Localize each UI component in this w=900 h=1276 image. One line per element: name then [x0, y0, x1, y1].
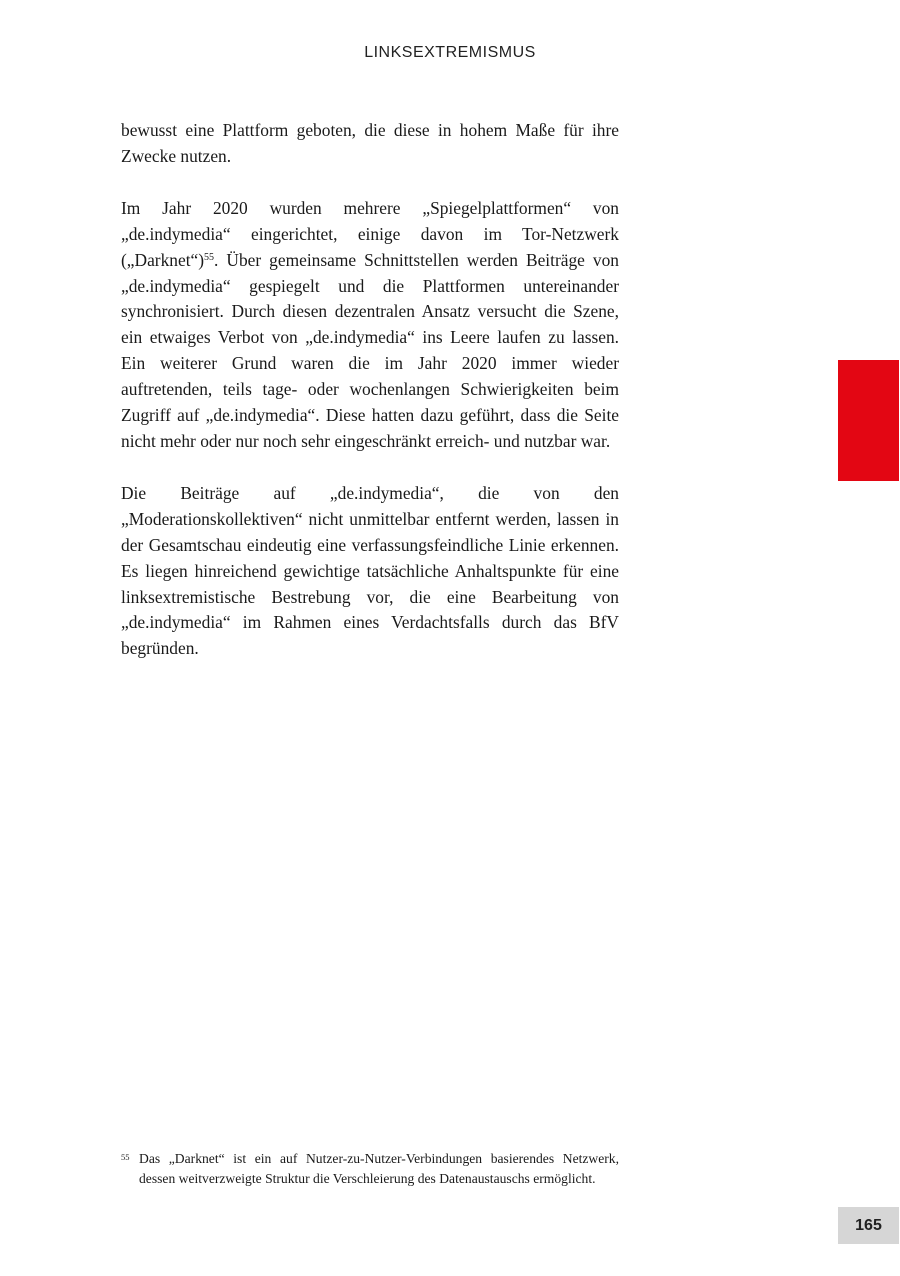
paragraph-3: Die Beiträge auf „de.indymedia“, die von den „Moderationskollektiven“ nicht unmittelbar entfernt werden, lassen in der Gesamtschau eindeutig eine verfassungsfeindliche Linie erkennen. Es liegen hinreichend gewichtige tatsächliche Anhaltspunkte für eine linksextremistische Bestrebung vor, die eine Bearbeitung von „de.indymedia“ im Rahmen eines Verdachtsfalls durch das BfV begründen. [121, 482, 619, 659]
paragraph-2 [121, 196, 619, 455]
paragraph-1: bewusst eine Plattform geboten, die diese in hohem Maße für ihre Zwecke nutzen. [121, 120, 619, 166]
paragraph-2-part-2: . Über gemeinsame Schnittstellen werden Beiträge von „de.indymedia“ gespiegelt und die Plattformen untereinander synchronisiert. Durch diesen dezentralen Ansatz versucht die Szene, ein etwaiges Verbot von „de.indymedia“ ins Leere laufen zu lassen. Ein weiterer Grund waren die im Jahr 2020 immer wieder auftretenden, teils tage- oder wochenlangen Schwierigkeiten beim Zugriff auf „de.indymedia“. Diese hatten dazu geführt, dass die Seite nicht mehr oder nur noch sehr eingeschränkt erreich- und nutzbar war. [121, 249, 619, 451]
page-number: 165 [838, 1207, 899, 1244]
body-text [121, 118, 619, 688]
footnote [121, 1149, 619, 1188]
footnote-text: Das „Darknet“ ist ein auf Nutzer-zu-Nutzer-Verbindungen basierendes Netzwerk, dessen weitverzweigte Struktur die Verschleierung des Datenaustauschs ermöglicht. [139, 1151, 619, 1186]
chapter-tab-marker [838, 360, 899, 481]
running-header: LINKSEXTREMISMUS [364, 44, 536, 61]
footnote-reference[interactable]: 55 [204, 251, 215, 263]
paragraph-2-part-1: Im Jahr 2020 wurden mehrere „Spiegelplattformen“ von „de.indymedia“ eingerichtet, einige davon im Tor-Netzwerk („Darknet“) [121, 197, 619, 270]
footnote-number: 55 [121, 1152, 130, 1162]
